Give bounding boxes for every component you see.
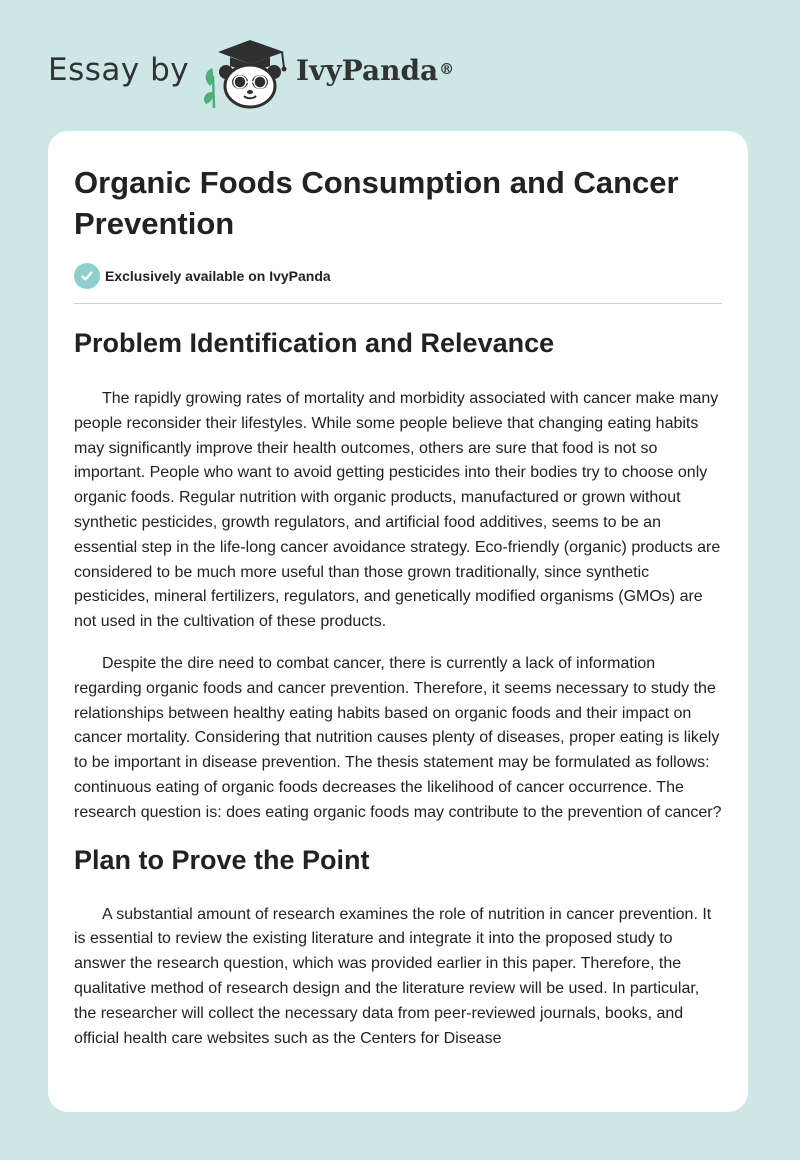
exclusive-badge-label: Exclusively available on IvyPanda	[105, 268, 331, 284]
essay-card	[48, 131, 748, 1112]
exclusive-badge	[74, 263, 331, 289]
panda-logo-icon[interactable]	[200, 36, 292, 110]
section-heading: Plan to Prove the Point	[74, 844, 370, 875]
essay-body	[74, 323, 722, 1051]
brand-name[interactable]	[296, 53, 454, 89]
check-icon	[74, 263, 100, 289]
section-heading: Problem Identification and Relevance	[74, 328, 555, 358]
essay-by-label: Essay by	[48, 52, 190, 88]
paragraph: The rapidly growing rates of mortality and morbidity associated with cancer make many people reconsider their lifestyles. While some people believe that changing eating habits may significantly improve their health outcomes, others are sure that food is not so important. People who want to avoid getting pesticides into their bodies try to choose only organic foods. Regular nutrition with organic products, manufactured or grown without synthetic pesticides, growth regulators, and artificial food additives, seems to be an essential step in the life-long cancer avoidance strategy. Eco-friendly (organic) products are considered to be much more useful than those grown traditionally, since synthetic pesticides, mineral fertilizers, regulators, and genetically modified organisms (GMOs) are not used in the cultivation of these products.	[74, 390, 721, 631]
paragraph: A substantial amount of research examines the role of nutrition in cancer prevention. It is essential to review the existing literature and integrate it into the proposed study to answer the research question, which was provided earlier in this paper. Therefore, the qualitative method of research design and the literature review will be used. In particular, the researcher will collect the necessary data from peer-reviewed journals, books, and official health care websites such as the Centers for Disease	[74, 905, 712, 1047]
site-header	[0, 0, 800, 130]
paragraph: Despite the dire need to combat cancer, there is currently a lack of information regarding organic foods and cancer prevention. Therefore, it seems necessary to study the relationships between healthy eating habits based on organic foods and their impact on cancer mortality. Considering that nutrition causes plenty of diseases, proper eating is likely to be important in disease prevention. The thesis statement may be formulated as follows: continuous eating of organic foods decreases the likelihood of cancer occurrence. The research question is: does eating organic foods may contribute to the prevention of cancer?	[74, 654, 722, 821]
title-divider	[74, 303, 722, 304]
brand-name-text: IvyPanda	[296, 54, 439, 87]
essay-title: Organic Foods Consumption and Cancer Prevention	[74, 165, 679, 241]
registered-mark: ®	[439, 60, 455, 78]
